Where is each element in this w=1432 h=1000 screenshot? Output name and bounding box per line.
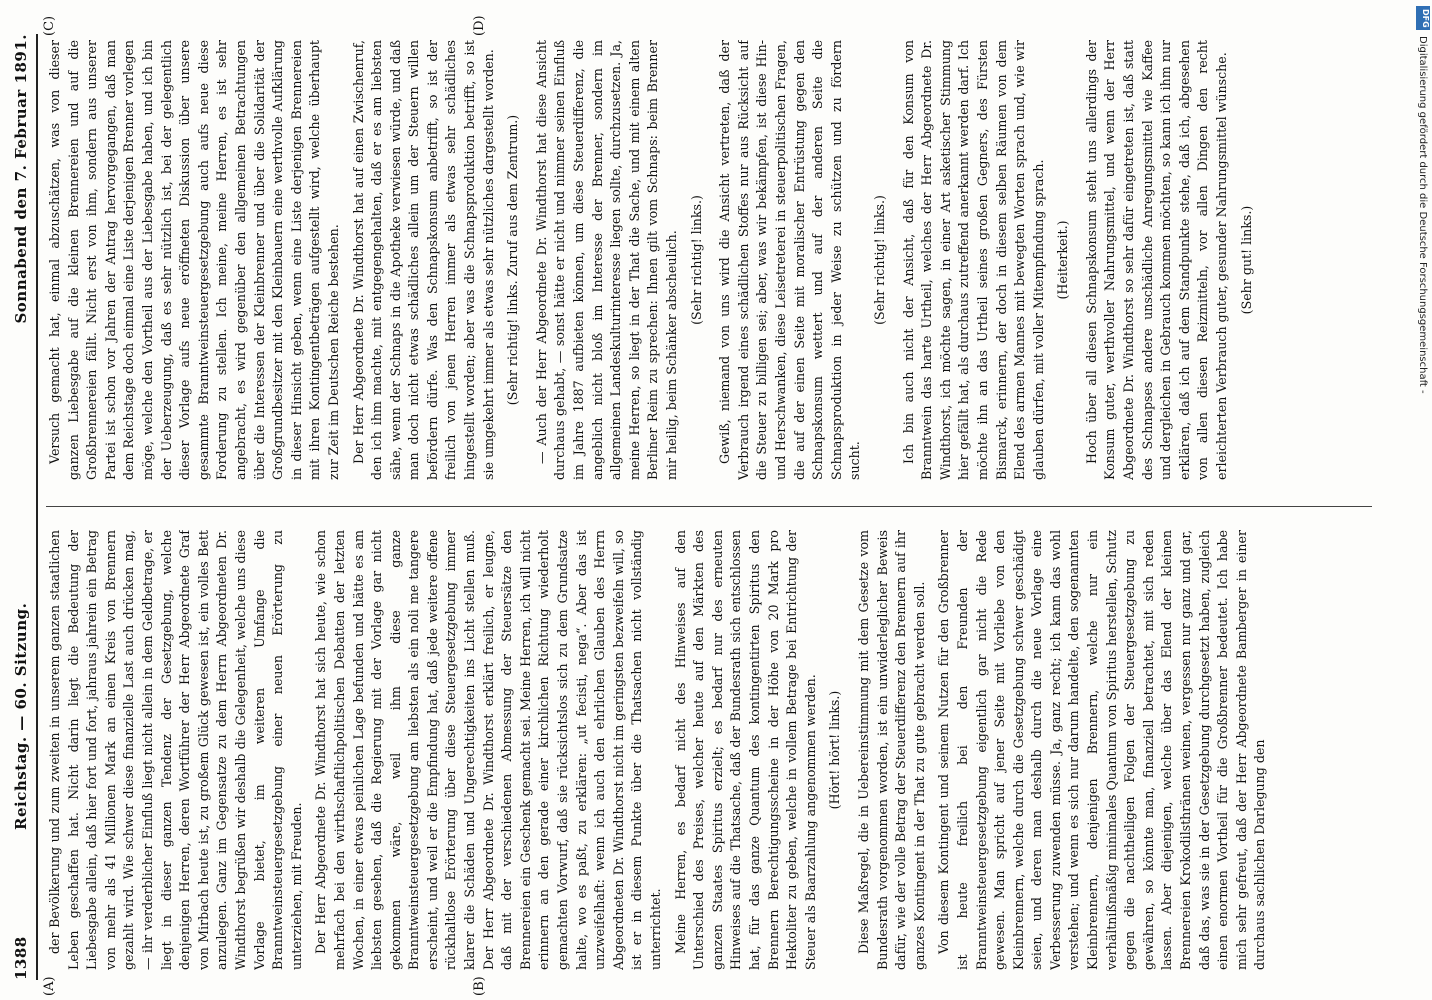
- digitization-credit: Digitalisierung gefördert durch die Deutsche Forschungsgemeinschaft -: [1417, 36, 1428, 394]
- dfg-logo: DFG: [1416, 6, 1430, 30]
- margin-marker-a: (A): [42, 976, 57, 996]
- page-header: [10, 34, 38, 980]
- paragraph: Der Herr Abgeordnete Dr. Windthorst hat auf einen Zwischenruf, den ich ihm machte, mit entgegengehalten, daß er es am liebsten sähe, wenn der Schnaps in die Apotheke verwiesen würde, und daß man doch nicht etwas schädliches allein um der Steuern willen befördern dürfe. Was den Schnapskonsum anbetrifft, so ist der freilich von jenen Herren immer als etwas sehr schädliches hingestellt worden; aber was die Schnapsproduktion betrifft, so ist sie umgekehrt immer als etwas sehr nützliches dargestellt worden.: [350, 40, 496, 480]
- column-divider: [46, 506, 1372, 507]
- interjection: (Hört! hört! links.): [827, 690, 843, 810]
- paragraph: Ich bin auch nicht der Ansicht, daß für den Konsum von Branntwein das harte Urtheil, welches der Herr Abgeordnete Dr. Windthorst, ich möchte sagen, in einer Art asketischer Stimmung hier gefällt hat, als durchaus zutreffend anerkannt werden darf. Ich möchte ihn an das Urtheil seines großen Gegners, des Fürsten Bismarck, erinnern, der doch in diesem selben Räumen von dem Elend des armen Mannes mit bewegten Worten sprach und, wie wir glauben dürfen, mit voller Mitempfindung sprach.: [900, 40, 1046, 480]
- margin-marker-d: (D): [472, 15, 487, 36]
- rotated-newspaper-page: [2, 15, 1392, 1000]
- interjection: (Sehr richtig! links.): [871, 195, 887, 325]
- paragraph: Von diesem Kontingent und seinem Nutzen für den Großbrenner ist heute freilich bei den Freunden der Branntweinsteuergesetzgebung eigentlich gar nicht die Rede gewesen. Man spricht auf jener Seite mit Vorliebe von den Kleinbrennern, welche durch die Gesetzgebung schwer geschädigt seien, und deren man deshalb durch die neue Vorlage eine Verbesserung zuwenden müsse. Ja, ganz recht; ich kann das wohl verstehen; und wenn es sich nur darum handelte, den sogenannten Kleinbrennern, denjenigen Brennern, welche nur ein verhältnißmäßig minimales Quantum von Spiritus herstellen, Schutz gegen die nachtheiligen Folgen der Steuergesetzgebung zu gewähren, so könnte man, finanziell betrachtet, mit sich reden lassen. Aber diejenigen, welche über das Elend der kleinen Brennereien Krokodilsthränen weinen, vergessen nur ganz und gar, daß das, was sie in der Gesetzgebung durchgesetzt haben, zugleich einen enormen Vortheil für die Großbrenner bedeutet. Ich habe mich sehr gefreut, daß der Herr Abgeordnete Bamberger in einer durchaus sachlichen Darlegung den: [936, 530, 1268, 970]
- section-title: Reichstag. — 60. Sitzung.: [12, 602, 30, 830]
- interjection: (Heiterkeit.): [1055, 220, 1071, 300]
- paragraph: Gewiß, niemand von uns wird die Ansicht vertreten, daß der Verbrauch irgend eines schädlichen Stoffes nur aus Rücksicht auf die Steuer zu billigen sei; aber, was wir bekämpfen, ist diese Hin- und Herschwanken, diese Leisetreterei in steuerpolitischen Fragen, die auf der einen Seite mit moralischer Entrüstung gegen den Schnapskonsum wettert und auf der anderen Seite die Schnapsproduktion in jeder Weise zu schützen und zu fördern sucht.: [717, 40, 863, 480]
- issue-date: Sonnabend den 7. Februar 1891.: [12, 34, 30, 324]
- paragraph: — Auch der Herr Abgeordnete Dr. Windthorst hat diese Ansicht durchaus gehabt, — sonst hätte er nicht und nimmer seinen Einfluß im Jahre 1887 aufbieten können, um diese Steuerdifferenz, die angeblich nicht bloß im Interesse der Brenner, sondern im allgemeinen Landeskulturinteresse liegen sollte, durchzusetzen. Ja, meine Herren, so liegt in der That die Sache, und mit einem alten Berliner Reim zu sprechen: Ihnen gilt vom Schnaps: beim Brenner mir heilig, beim Schänker abscheulich.: [533, 40, 679, 480]
- margin-marker-c: (C): [42, 15, 57, 36]
- paragraph: der Bevölkerung und zum zweiten in unserem ganzen staatlichen Leben geschaffen hat. Nicht darin liegt die Bedeutung der Liebesgabe allein, daß hier fort und fort, jahraus jahrein ein Betrag von mehr als 41 Millionen Mark an einen Kreis von Brennern gezahlt wird. Wie schwer diese finanzielle Last auch drücken mag, — ihr verderblicher Einfluß liegt nicht allein in dem Geldbetrage, er liegt in dieser ganzen Tendenz der Gesetzgebung, welche denjenigen Herren, deren Wortführer der Herr Abgeordnete Graf von Mirbach heute ist, zu großem Glück gewesen ist, ein volles Bett anzulegen. Ganz im Gegensatze zu dem Herrn Abgeordneten Dr. Windthorst begrüßen wir deshalb die Gelegenheit, welche uns diese Vorlage bietet, im weiteren Umfange die Branntweinsteuergesetzgebung einer neuen Erörterung zu unterziehen, mit Freuden.: [47, 530, 304, 970]
- margin-marker-b: (B): [472, 976, 487, 996]
- paragraph: Diese Maßregel, die in Uebereinstimmung mit dem Gesetze vom Bundesrath vorgenommen worden, ist ein unwiderleglicher Beweis dafür, wie der volle Betrag der Steuerdifferenz den Brennern auf ihr ganzes Kontingent in der That zu gute gebracht werden soll.: [855, 530, 927, 970]
- interjection: (Sehr richtig! links. Zuruf aus dem Zentrum.): [505, 114, 521, 406]
- page-number: 1388: [12, 936, 30, 980]
- paragraph: Hoch über all diesen Schnapskonsum steht uns allerdings der Konsum guter, werthvoller Nahrungsmittel, und wenn der Herr Abgeordnete Dr. Windthorst so sehr dafür eingetreten ist, daß statt des Schnapses andere unschädliche Anregungsmittel wie Kaffee und dergleichen in Gebrauch kommen möchten, so kann ich ihm nur erklären, daß ich auf dem Standpunkte stehe, daß ich, abgesehen von allen diesen Reizmitteln, vor allen Dingen den recht erleichterten Verbrauch guter, gesunder Nahrungsmittel wünsche.: [1083, 40, 1230, 480]
- paragraph: Meine Herren, es bedarf nicht des Hinweises auf den Unterschied des Preises, welcher heute auf den Märkten des ganzen Staates Spiritus erzielt; es bedarf nur des erneuten Hinweises auf die Thatsache, daß der Bundesrath sich entschlossen hat, für das ganze Quantum des kontingentirten Spiritus den Brennern Berechtigungsscheine in der Höhe von 20 Mark pro Hektoliter zu geben, welche in vollem Betrage bei Entrichtung der Steuer als Baarzahlung angenommen werden.: [672, 530, 818, 970]
- left-text-column: [46, 530, 1382, 970]
- interjection: (Sehr richtig! links.): [688, 195, 704, 325]
- paragraph: Der Herr Abgeordnete Dr. Windthorst hat sich heute, wie schon mehrfach bei den wirthschaftlichpolitischen Debatten der letzten Wochen, in einer etwas peinlichen Lage befunden und hätte es am liebsten gesehen, daß die Regierung mit der Vorlage gar nicht gekommen wäre, weil ihm diese ganze Branntweinsteuergesetzgebung am liebsten als ein noli me tangere erscheint, und weil er die Empfindung hat, daß jede weitere offene rückhaltlose Erörterung über diese Steuergesetzgebung immer klarer die Schäden und Ungerechtigkeiten ins Licht stellen muß. Der Herr Abgeordnete Dr. Windthorst erklärt freilich, er leugne, daß mit der verschiedenen Abmessung der Steuersätze den Brennereien ein Geschenk gemacht sei. Meine Herren, ich will nicht erinnern an den gerade einer kirchlichen Richtung wiederholt gemachten Vorwurf, daß sie rücksichtslos sich zu dem Grundsatze halte, wo es paßt, zu erklären: „ut fecisti, nega“. Aber das ist unzweifelhaft: wenn ich auch den ehrlichen Glauben des Herrn Abgeordneten Dr. Windthorst nicht im geringsten bezweifeln will, so ist er in diesem Punkte über die Thatsachen nicht vollständig unterrichtet.: [313, 530, 663, 970]
- right-text-column: [46, 40, 1382, 480]
- paragraph: Versuch gemacht hat, einmal abzuschätzen, was von dieser ganzen Liebesgabe auf die kleinen Brennereien und auf die Großbrennereien fällt. Nicht erst von ihm, sondern aus unserer Partei ist schon vor Jahren der Antrag hervorgegangen, daß man dem Reichstage doch einmal eine Liste derjenigen Brenner vorlegen möge, welche den Vortheil aus der Liebesgabe haben, und ich bin der Ueberzeugung, daß es sehr nützlich ist, bei der gelegentlich dieser Vorlage aufs neue eröffneten Diskussion über unsere gesammte Branntweinsteuergesetzgebung auch aufs neue diese Forderung zu stellen. Ich meine, meine Herren, es ist sehr angebracht, es wird gegenüber den allgemeinen Betrachtungen über die Interessen der Kleinbrenner und über die Solidarität der Großgrundbesitzer mit den Kleinbauern eine werthvolle Aufklärung in dieser Hinsicht geben, wenn eine Liste derjenigen Brennereien mit ihren Kontingentbeträgen aufgestellt wird, welche überhaupt zur Zeit im Deutschen Reiche bestehen.: [47, 40, 341, 480]
- interjection: (Sehr gut! links.): [1238, 205, 1254, 315]
